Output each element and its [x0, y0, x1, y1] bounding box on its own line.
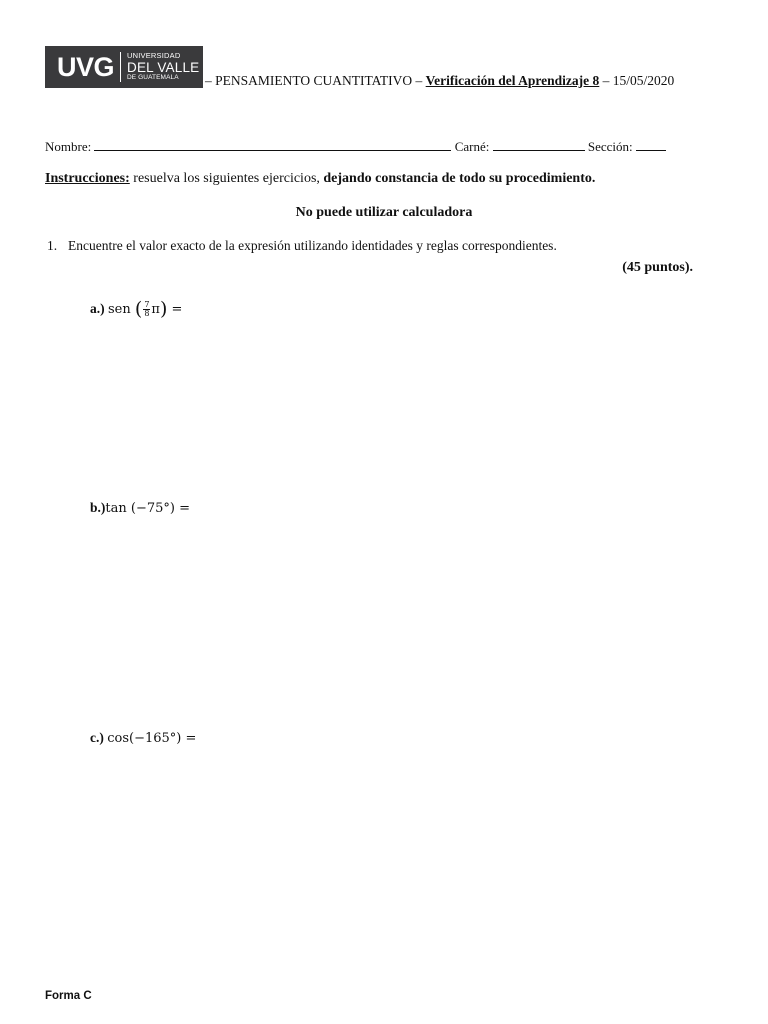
- question-number: 1.: [47, 238, 58, 253]
- item-a-equals: =: [171, 302, 183, 317]
- exam-date: 15/05/2020: [612, 73, 675, 88]
- student-info-line: [45, 138, 666, 155]
- item-c: [90, 730, 196, 746]
- form-label: Forma C: [45, 990, 92, 1002]
- item-b: [90, 500, 190, 516]
- header-dash: –: [412, 73, 426, 88]
- instructions-text: resuelva los siguientes ejercicios,: [133, 171, 320, 186]
- item-a-expression: [108, 298, 183, 320]
- seccion-label: Sección:: [587, 139, 633, 154]
- question-points: (45 puntos).: [622, 260, 693, 275]
- name-blank[interactable]: [94, 138, 451, 151]
- fraction-numerator: 7: [144, 300, 150, 309]
- logo-mark: UVG: [57, 51, 115, 82]
- seccion-blank[interactable]: [636, 138, 666, 151]
- item-c-label: c.): [90, 730, 104, 745]
- logo-line-1: UNIVERSIDAD: [127, 51, 181, 61]
- fraction-denominator: 8: [144, 309, 150, 318]
- item-c-expression: cos(−165°) =: [107, 731, 197, 746]
- item-b-label: b.): [90, 500, 106, 515]
- logo-divider: [120, 52, 121, 82]
- assessment-title: Verificación del Aprendizaje 8: [425, 73, 600, 88]
- item-a: [90, 300, 182, 319]
- logo-text: [127, 52, 199, 82]
- header-dash: –: [599, 73, 613, 88]
- question-1: [47, 238, 557, 254]
- course-name: PENSAMIENTO CUANTITATIVO: [215, 73, 413, 88]
- name-label: Nombre:: [45, 139, 92, 154]
- item-a-fraction: [143, 301, 150, 318]
- instructions-emphasis: dejando constancia de todo su procedimiento.: [323, 171, 596, 186]
- item-a-paren-open: (: [134, 298, 143, 320]
- logo-line-2: DEL VALLE: [127, 59, 200, 75]
- question-text: Encuentre el valor exacto de la expresión utilizando identidades y reglas correspondientes.: [68, 238, 557, 253]
- uvg-logo: [45, 46, 203, 88]
- no-calculator-note: No puede utilizar calculadora: [295, 205, 473, 220]
- logo-line-3: DE GUATEMALA: [127, 74, 179, 82]
- document-header: [205, 73, 674, 89]
- item-b-expression: tan (−75°) =: [105, 501, 190, 516]
- header-dash: –: [205, 73, 216, 88]
- carne-blank[interactable]: [493, 138, 585, 151]
- item-a-label: a.): [90, 301, 105, 316]
- instructions: [45, 171, 595, 187]
- instructions-label: Instrucciones:: [45, 171, 130, 186]
- carne-label: Carné:: [454, 139, 490, 154]
- item-a-pi: π: [151, 302, 160, 317]
- item-a-paren-close: ): [159, 298, 168, 320]
- item-a-func: sen: [108, 302, 131, 317]
